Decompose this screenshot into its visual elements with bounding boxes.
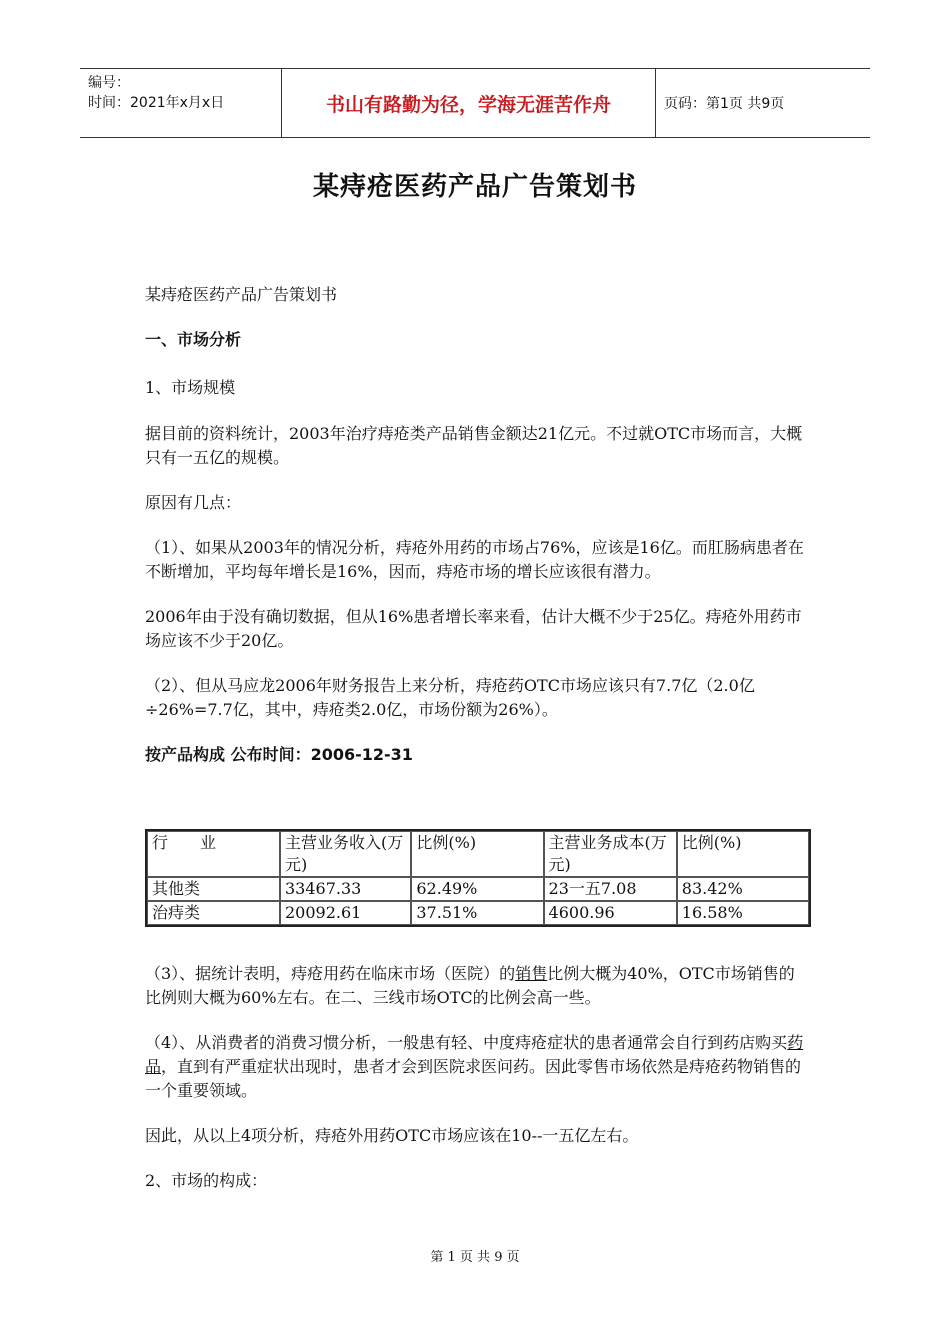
paragraph: （4）、从消费者的消费习惯分析，一般患有轻、中度痔疮症状的患者通常会自行到药店购买药品，直到有严重症状出现时，患者才会到医院求医问药。因此零售市场依然是痔疮药物销售的一个重要领域。 bbox=[145, 1033, 804, 1100]
time-label: 时间：2021年x月x日 bbox=[88, 95, 225, 111]
paragraph: 2006年由于没有确切数据，但从16%患者增长率来看，估计大概不少于25亿。痔疮外用药市场应该不少于20亿。 bbox=[145, 607, 802, 650]
table-cell: 33467.33 bbox=[280, 877, 411, 901]
paragraph: （3）、据统计表明，痔疮用药在临床市场（医院）的销售比例大概为40%，OTC市场销售的比例则大概为60%左右。在二、三线市场OTC的比例会高一些。 bbox=[145, 964, 795, 1007]
subsection-heading: 2、市场的构成： bbox=[145, 1171, 268, 1190]
header-motto-cell bbox=[282, 69, 656, 137]
section-heading: 一、市场分析 bbox=[145, 330, 242, 349]
table-cell: 37.51% bbox=[411, 901, 543, 925]
table-header-cell: 比例(%) bbox=[677, 831, 809, 877]
paragraph: 据目前的资料统计，2003年治疗痔疮类产品销售金额达21亿元。不过就OTC市场而言，大概只有一五亿的规模。 bbox=[145, 424, 803, 467]
paragraph: 原因有几点： bbox=[145, 493, 242, 512]
page-footer: 第 1 页 共 9 页 bbox=[430, 1250, 520, 1265]
table-header-cell: 主营业务成本(万元) bbox=[544, 831, 677, 877]
paragraph: 因此，从以上4项分析，痔疮外用药OTC市场应该在10--一五亿左右。 bbox=[145, 1126, 639, 1145]
table-header-cell: 比例(%) bbox=[411, 831, 543, 877]
subtitle: 某痔疮医药产品广告策划书 bbox=[145, 285, 338, 304]
table-cell: 83.42% bbox=[677, 877, 809, 901]
table-cell: 20092.61 bbox=[280, 901, 411, 925]
subsection-heading: 1、市场规模 bbox=[145, 378, 236, 397]
table-cell: 治痔类 bbox=[147, 901, 280, 925]
data-table bbox=[145, 829, 811, 927]
document-header bbox=[80, 68, 870, 138]
document-body-continued bbox=[145, 962, 810, 1193]
document-body bbox=[145, 283, 810, 767]
number-label: 编号： bbox=[88, 75, 130, 91]
table-cell: 其他类 bbox=[147, 877, 280, 901]
table-cell: 23一五7.08 bbox=[544, 877, 677, 901]
table-header-row bbox=[147, 831, 809, 877]
table-row bbox=[147, 901, 809, 925]
table-cell: 16.58% bbox=[677, 901, 809, 925]
header-meta bbox=[80, 69, 282, 137]
page-title: 某痔疮医药产品广告策划书 bbox=[312, 172, 637, 202]
table-caption: 按产品构成 公布时间：2006-12-31 bbox=[145, 745, 413, 764]
paragraph: （1）、如果从2003年的情况分析，痔疮外用药的市场占76%，应该是16亿。而肛肠病患者在不断增加，平均每年增长是16%，因而，痔疮市场的增长应该很有潜力。 bbox=[145, 538, 804, 581]
table-header-cell: 行 业 bbox=[147, 831, 280, 877]
drug-link[interactable]: 药品 bbox=[145, 1033, 804, 1076]
motto: 书山有路勤为径，学海无涯苦作舟 bbox=[325, 93, 611, 116]
sales-link[interactable]: 销售 bbox=[515, 964, 548, 983]
table-cell: 62.49% bbox=[411, 877, 543, 901]
table-header-cell: 主营业务收入(万元) bbox=[280, 831, 411, 877]
table-row bbox=[147, 877, 809, 901]
table-cell: 4600.96 bbox=[544, 901, 677, 925]
paragraph: （2）、但从马应龙2006年财务报告上来分析，痔疮药OTC市场应该只有7.7亿（2.0亿÷26%=7.7亿，其中，痔疮类2.0亿，市场份额为26%）。 bbox=[145, 676, 755, 719]
header-page-info: 页码：第1页 共9页 bbox=[664, 96, 785, 112]
